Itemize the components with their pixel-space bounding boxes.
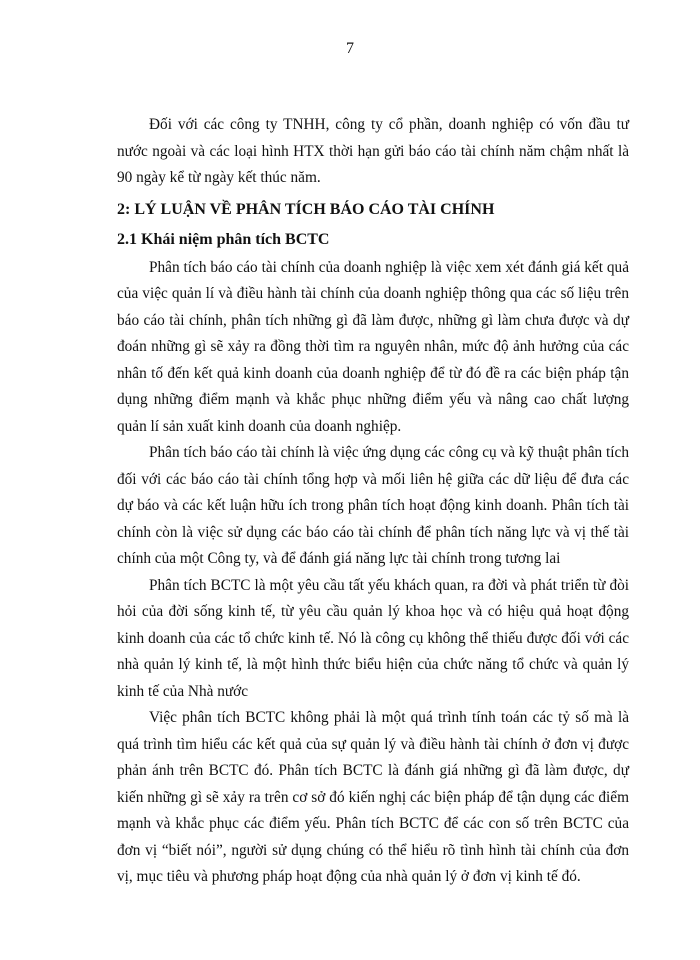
document-body	[117, 112, 629, 891]
subsection-heading: 2.1 Khái niệm phân tích BCTC	[117, 230, 330, 248]
page-number: 7	[346, 40, 354, 57]
paragraph-requirement: Phân tích BCTC là một yêu cầu tất yếu khách quan, ra đời và phát triển từ đòi hỏi của đời sống kinh tế, từ yêu cầu quản lý khoa học và có hiệu quả hoạt động kinh doanh của các tổ chức kinh tế. Nó là công cụ không thể thiếu được đối với các nhà quản lý kinh tế, là một hình thức biểu hiện của chức năng tổ chức và quản lý kinh tế của Nhà nước	[117, 576, 629, 700]
intro-paragraph: Đối với các công ty TNHH, công ty cổ phần, doanh nghiệp có vốn đầu tư nước ngoài và các loại hình HTX thời hạn gửi báo cáo tài chính năm chậm nhất là 90 ngày kể từ ngày kết thúc năm.	[117, 116, 629, 186]
section-heading: 2: LÝ LUẬN VỀ PHÂN TÍCH BÁO CÁO TÀI CHÍNH	[117, 200, 495, 218]
paragraph-tools: Phân tích báo cáo tài chính là việc ứng dụng các công cụ và kỹ thuật phân tích đối với các báo cáo tài chính tổng hợp và mối liên hệ giữa các dữ liệu để đưa các dự báo và các kết luận hữu ích trong phân tích hoạt động kinh doanh. Phân tích tài chính còn là việc sử dụng các báo cáo tài chính để phân tích năng lực và vị thế tài chính của một Công ty, và để đánh giá năng lực tài chính trong tương lai	[117, 444, 629, 567]
paragraph-purpose: Việc phân tích BCTC không phải là một quá trình tính toán các tỷ số mà là quá trình tìm hiểu các kết quả của sự quản lý và điều hành tài chính ở đơn vị được phản ánh trên BCTC đó. Phân tích BCTC là đánh giá những gì đã làm được, dự kiến những gì sẽ xảy ra trên cơ sở đó kiến nghị các biện pháp để tận dụng các điểm mạnh và khắc phục các điểm yếu. Phân tích BCTC để các con số trên BCTC của đơn vị “biết nói”, người sử dụng chúng có thể hiểu rõ tình hình tài chính của đơn vị, mục tiêu và phương pháp hoạt động của nhà quản lý ở đơn vị kinh tế đó.	[117, 709, 629, 885]
paragraph-definition: Phân tích báo cáo tài chính của doanh nghiệp là việc xem xét đánh giá kết quả của việc quản lí và điều hành tài chính của doanh nghiệp thông qua các số liệu trên báo cáo tài chính, phân tích những gì đã làm được, những gì làm chưa được và dự đoán những gì sẽ xảy ra đồng thời tìm ra nguyên nhân, mức độ ảnh hưởng của các nhân tố đến kết quả kinh doanh của doanh nghiệp để từ đó đề ra các biện pháp tận dụng những điểm mạnh và khắc phục những điểm yếu và nâng cao chất lượng quản lí sản xuất kinh doanh của doanh nghiệp.	[117, 258, 629, 435]
